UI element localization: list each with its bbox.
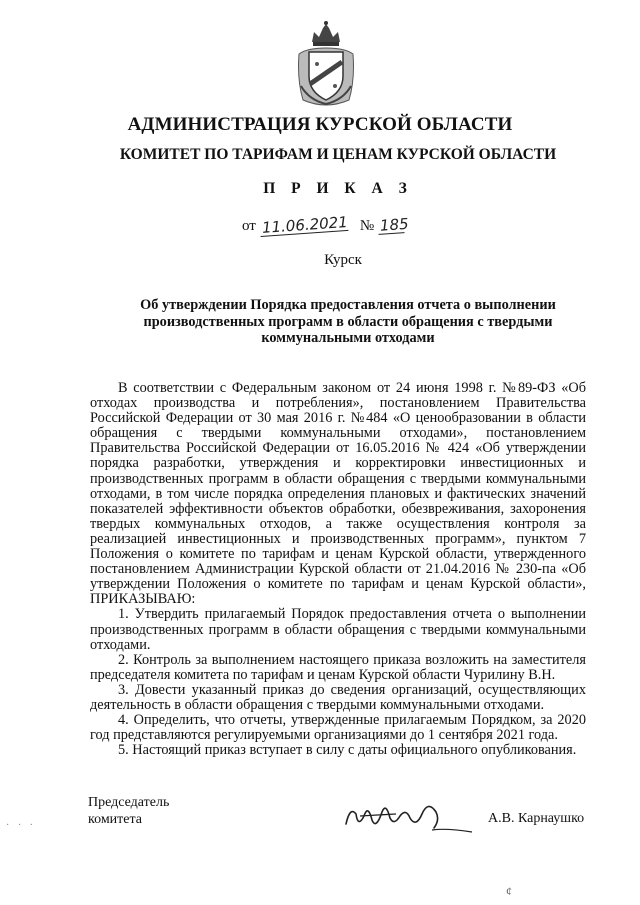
number-sign: № [359, 218, 375, 234]
margin-dots: · · · [6, 820, 36, 831]
signatory-name: А.В. Карнаушко [488, 811, 585, 826]
handwritten-signature [336, 794, 486, 838]
order-item: 3. Довести указанный приказ до сведения организаций, осуществляющих деятельность в области обращения с твердыми коммунальными отходами. [90, 681, 586, 713]
document-type: П Р И К А З [263, 180, 413, 197]
order-item: 2. Контроль за выполнением настоящего приказа возложить на заместителя председателя комитета по тарифам и ценам Курской области Чурилину В.Н. [90, 651, 586, 683]
preamble-paragraph: В соответствии с Федеральным законом от 24 июня 1998 г. №89-ФЗ «Об отходах производства и потребления», постановлением Правительства Российской Федерации от 30 мая 2016 г. №484 «О ценообразовании в области обращения с твердыми коммунальными отходами», постановлением Правительства Российской Федерации от 16.05.2016 № 424 «Об утверждении порядка разработки, утверждения и корректировки инвестиционных и производственных программ в области обращения с твердыми коммунальными отходами, в том числе порядка определения плановых и фактических значений показателей эффективности объектов обработки, обезвреживания, захоронения твердых коммунальных отходов, а также осуществления контроля за реализацией инвестиционных и производственных программ», пунктом 7 Положения о комитете по тарифам и ценам Курской области, утвержденного постановлением Администрации Курской области от 21.04.2016 № 230-па «Об утверждении Положения о комитете по тарифам и ценам Курской области», ПРИКАЗЫВАЮ: [90, 380, 586, 608]
kursk-coat-of-arms-icon [295, 20, 357, 108]
date-number-line [242, 212, 410, 237]
document-subject: Об утверждении Порядка предоставления отчета о выполнении производственных программ в области обращения с твердыми коммунальными отходами [140, 297, 556, 346]
order-item: 5. Настоящий приказ вступает в силу с даты официального опубликования. [118, 742, 577, 759]
handwritten-number: 185 [379, 214, 410, 235]
scan-mark: ¢ [506, 884, 512, 898]
order-item: 1. Утвердить прилагаемый Порядок предоставления отчета о выполнении производственных программ в области обращения с твердыми коммунальными отходами. [90, 606, 586, 653]
position-line: Председатель [88, 795, 170, 810]
date-prefix: от [242, 218, 256, 234]
position-line: комитета [88, 812, 143, 827]
organization-title: АДМИНИСТРАЦИЯ КУРСКОЙ ОБЛАСТИ [127, 114, 513, 135]
order-item: 4. Определить, что отчеты, утвержденные прилагаемым Порядком, за 2020 год представляются регулируемыми организациями до 1 сентября 2021 года. [90, 712, 586, 744]
committee-title: КОМИТЕТ ПО ТАРИФАМ И ЦЕНАМ КУРСКОЙ ОБЛАСТИ [119, 146, 557, 163]
city: Курск [324, 252, 362, 268]
document-body [90, 381, 586, 758]
handwritten-date: 11.06.2021 [261, 212, 349, 237]
signatory-position [88, 794, 169, 828]
